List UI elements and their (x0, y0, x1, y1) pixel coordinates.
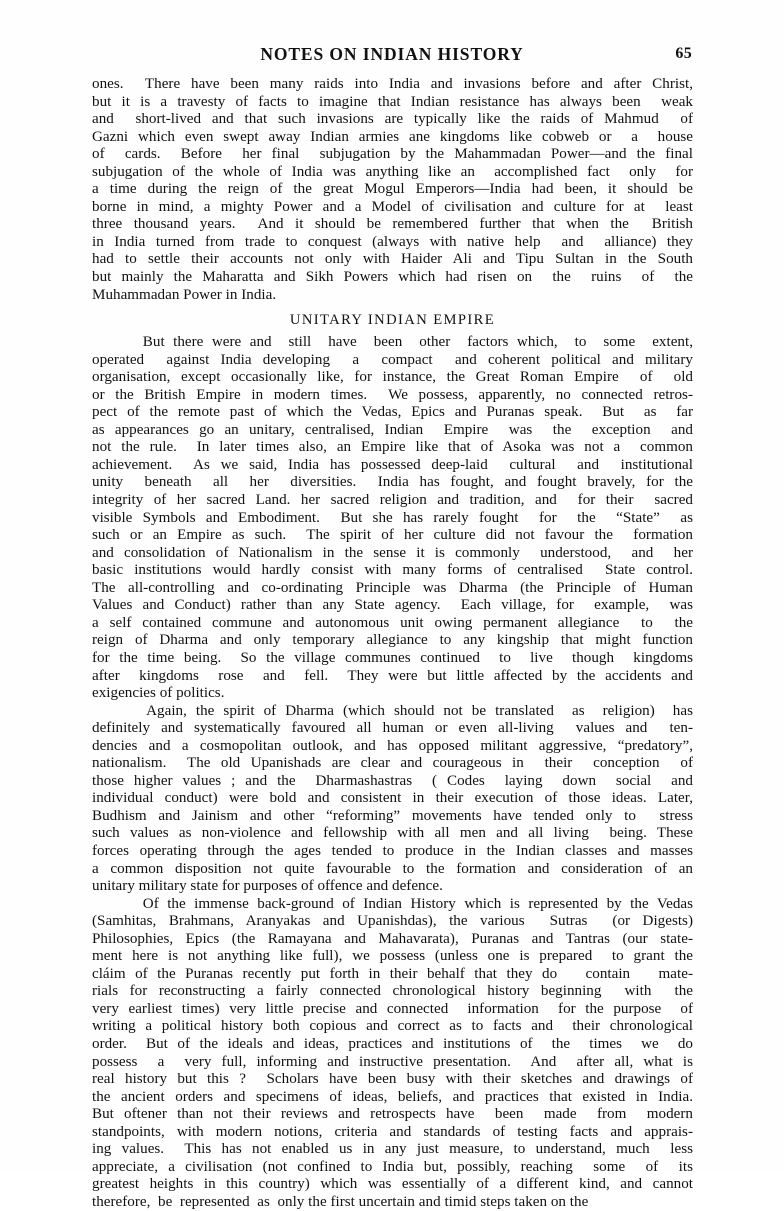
text-line: a time during the reign of the great Mogul Emperors—India had been, it should be (92, 181, 693, 198)
text-line: pect of the remote past of which the Vedas, Epics and Puranas speak. But as far (92, 404, 693, 421)
text-line: order. But of the ideals and ideas, practices and institutions of the times we do (92, 1035, 693, 1052)
text-line: operated against India developing a compact and coherent political and military (92, 351, 693, 368)
text-line: Muhammadan Power in India. (92, 286, 277, 303)
text-line: Budhism and Jainism and other “reforming” movements have tended only to stress (92, 807, 693, 824)
text-line: ing values. This has not enabled us in any just measure, to understand, much less (92, 1141, 693, 1158)
paragraph-background-history (92, 896, 693, 1211)
text-line: or the British Empire in modern times. We possess, apparently, no connected retros- (92, 386, 693, 403)
text-line: possess a very full, informing and instructive presentation. And after all, what is (92, 1053, 693, 1070)
text-line: in India turned from trade to conquest (always with native help and alliance) they (92, 233, 693, 250)
text-line: individual conduct) were bold and consistent in their execution of those ideas. Later, (92, 790, 693, 807)
text-line: reign of Dharma and only temporary allegiance to any kingship that might function (92, 632, 693, 649)
text-line: (Samhitas, Brahmans, Aranyakas and Upanishdas), the various Sutras (or Digests) (92, 913, 693, 930)
text-line: therefore, be represented as only the first uncertain and timid steps taken on the (92, 1193, 589, 1210)
text-line: as appearances go an unitary, centralised, Indian Empire was the exception and (92, 421, 693, 438)
text-line: integrity of her sacred Land. her sacred religion and tradition, and for their sacred (92, 492, 693, 509)
text-line: but it is a travesty of facts to imagine that Indian resistance has always been weak (92, 93, 693, 110)
paragraph-dharma-spirit (92, 703, 693, 896)
body-text-block (92, 76, 693, 1211)
text-line: achievement. As we said, India has possessed deep-laid cultural and institutional (92, 456, 693, 473)
text-line: for the time being. So the village communes continued to live though kingdoms (92, 649, 693, 666)
text-line: such or an Empire as such. The spirit of her culture did not favour the formation (92, 527, 693, 544)
text-line: But there were and still have been other factors which, to some extent, (92, 334, 693, 351)
text-line: organisation, except occasionally like, for instance, the Great Roman Empire of old (92, 369, 693, 386)
text-line: unity beneath all her diversities. India has fought, and fought bravely, for the (92, 474, 693, 491)
paragraph-other-factors (92, 334, 693, 702)
text-line: such values as non-violence and fellowship with all men and all living being. These (92, 825, 693, 842)
text-line: a common disposition not quite favourable to the formation and consideration of an (92, 860, 693, 877)
text-line: definitely and systematically favoured all human or even all-living values and ten- (92, 720, 693, 737)
text-line: forces operating through the ages tended to produce in the Indian classes and masses (92, 842, 693, 859)
text-line: The all-controlling and co-ordinating Principle was Dharma (the Principle of Human (92, 579, 693, 596)
text-line: a self contained commune and autonomous unit owing permanent allegiance to the (92, 614, 693, 631)
text-line: and consolidation of Nationalism in the sense it is commonly understood, and her (92, 544, 693, 561)
text-line: appreciate, a civilisation (not confined to India but, possibly, reaching some of its (92, 1158, 693, 1175)
section-heading: UNITARY INDIAN EMPIRE (289, 312, 496, 329)
text-line: nationalism. The old Upanishads are clear and courageous in their conception of (92, 755, 693, 772)
text-line: had to settle their accounts not only with Haider Ali and Tipu Sultan in the South (92, 251, 693, 268)
text-line: subjugation of the whole of India was anything like an accomplished fact only for (92, 163, 693, 180)
text-line: and short-lived and that such invasions are typically like the raids of Mahmud of (92, 111, 693, 128)
text-line: visible Symbols and Embodiment. But she has rarely fought for the “State” as (92, 509, 693, 526)
text-line: But oftener than not their reviews and retrospects have been made from modern (92, 1106, 693, 1123)
text-line: exigencies of politics. (92, 685, 225, 702)
text-line: basic institutions would hardly consist with many forms of centralised State control. (92, 562, 693, 579)
text-line: standpoints, with modern notions, criteria and standards of testing facts and apprais- (92, 1123, 693, 1140)
text-line: greatest heights in this country) which was essentially of a different kind, and cannot (92, 1176, 693, 1193)
text-line: not the rule. In later times also, an Empire like that of Asoka was not a common (92, 439, 693, 456)
text-line: ment here is not anything like full), we possess (unless one is prepared to grant the (92, 948, 693, 965)
text-line: of cards. Before her final subjugation by the Mahammadan Power—and the final (92, 146, 693, 163)
text-line: real history but this ? Scholars have been busy with their sketches and drawings of (92, 1071, 693, 1088)
text-line: ones. There have been many raids into India and invasions before and after Christ, (92, 76, 693, 92)
text-line: writing a political history both copious and correct as to facts and their chronological (92, 1018, 693, 1035)
text-line: after kingdoms rose and fell. They were but little affected by the accidents and (92, 667, 693, 684)
text-line: dencies and a cosmopolitan outlook, and has opposed militant aggressive, “predatory”, (92, 737, 693, 754)
text-line: cláim of the Puranas recently put forth in their behalf that they do contain mate- (92, 965, 693, 982)
text-line: those higher values ; and the Dharmashastras ( Codes laying down social and (92, 772, 693, 789)
text-line: Values and Conduct) rather than any State agency. Each village, for example, was (92, 597, 693, 614)
text-line: the ancient orders and specimens of ideas, beliefs, and practices that existed in India. (92, 1088, 693, 1105)
text-line: borne in mind, a mighty Power and a Model of civilisation and culture for at least (92, 198, 693, 215)
text-line: Gazni which even swept away Indian armies ane kingdoms like cobweb or a house (92, 128, 693, 145)
text-line: rials for reconstructing a fairly connected chronological history beginning with the (92, 983, 693, 1000)
page-title: NOTES ON INDIAN HISTORY (260, 44, 524, 64)
running-head (92, 44, 692, 68)
text-line: Philosophies, Epics (the Ramayana and Mahavarata), Puranas and Tantras (our state- (92, 930, 693, 947)
text-line: three thousand years. And it should be remembered further that when the British (92, 216, 693, 233)
page-number: 65 (675, 45, 692, 62)
text-line: Again, the spirit of Dharma (which should not be translated as religion) has (92, 702, 693, 719)
text-line: Of the immense back-ground of Indian History which is represented by the Vedas (92, 895, 694, 912)
text-line: very earliest times) very little precise and connected information for the purpose of (92, 1000, 693, 1017)
text-line: unitary military state for purposes of offence and defence. (92, 878, 443, 895)
text-line: but mainly the Maharatta and Sikh Powers which had risen on the ruins of the (92, 269, 693, 286)
paragraph-raids-invasions (92, 76, 693, 304)
